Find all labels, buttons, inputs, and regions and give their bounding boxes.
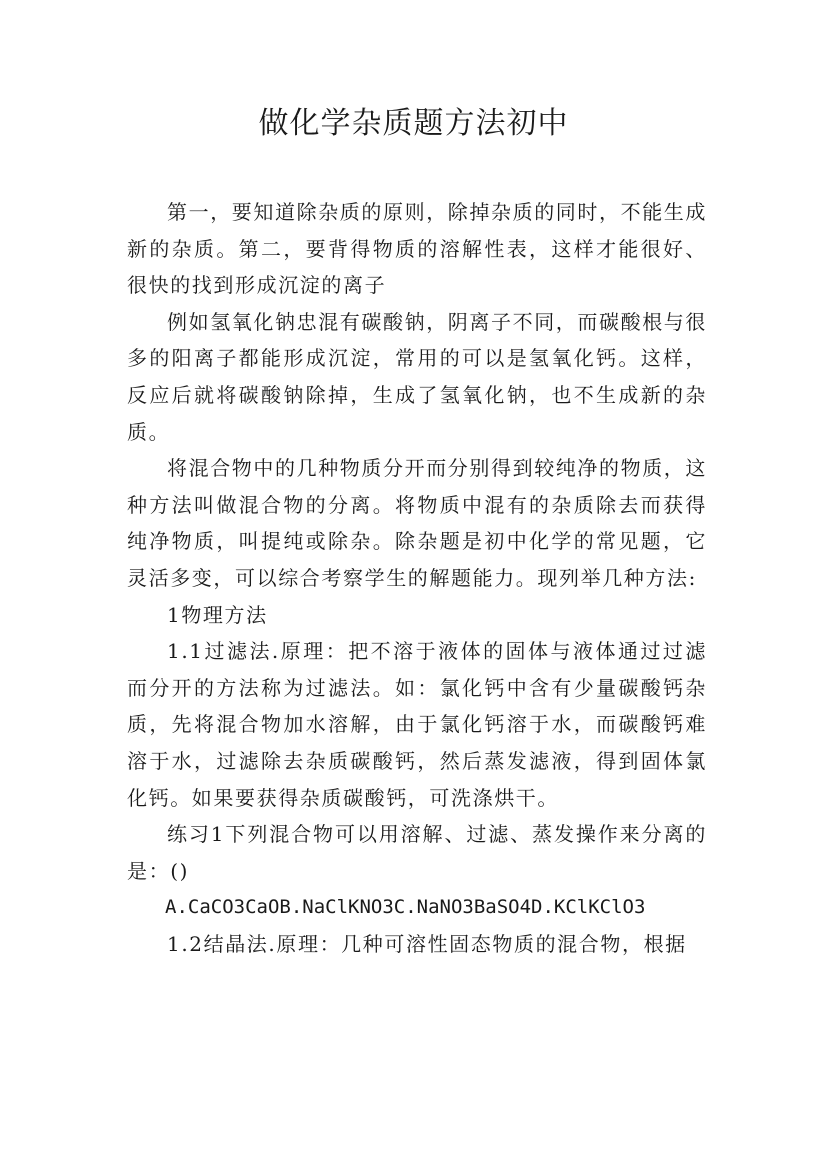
section-heading-physical-methods: 1物理方法 [167,602,268,627]
document-body [127,194,707,962]
paragraph-example: 例如氢氧化钠忠混有碳酸钠，阴离子不同，而碳酸根与很多的阳离子都能形成沉淀，常用的可以是氢氧化钙。这样，反应后就将碳酸钠除掉，生成了氢氧化钠，也不生成新的杂质。 [127,309,707,444]
paragraph-crystallization: 1.2结晶法.原理：几种可溶性固态物质的混合物，根据 [167,931,687,956]
document-title: 做化学杂质题方法初中 [258,106,569,141]
paragraph-exercise-1: 练习1下列混合物可以用溶解、过滤、蒸发操作来分离的是：() [127,822,707,883]
paragraph-separation: 将混合物中的几种物质分开而分别得到较纯净的物质，这种方法叫做混合物的分离。将物质中混有的杂质除去而获得纯净物质，叫提纯或除杂。除杂题是初中化学的常见题，它灵活多变，可以综合考察学生的解题能力。现列举几种方法: [127,456,707,590]
exercise-1-options: A.CaCO3CaOB.NaClKNO3C.NaNO3BaSO4D.KClKClO3 [165,896,646,919]
paragraph-principle: 第一，要知道除杂质的原则，除掉杂质的同时，不能生成新的杂质。第二，要背得物质的溶解性表，这样才能很好、很快的找到形成沉淀的离子 [127,200,707,298]
paragraph-filtration: 1.1过滤法.原理：把不溶于液体的固体与液体通过过滤而分开的方法称为过滤法。如：氯化钙中含有少量碳酸钙杂质，先将混合物加水溶解，由于氯化钙溶于水，而碳酸钙难溶于水，过滤除去杂质碳酸钙，然后蒸发滤液，得到固体氯化钙。如果要获得杂质碳酸钙，可洗涤烘干。 [127,639,707,810]
